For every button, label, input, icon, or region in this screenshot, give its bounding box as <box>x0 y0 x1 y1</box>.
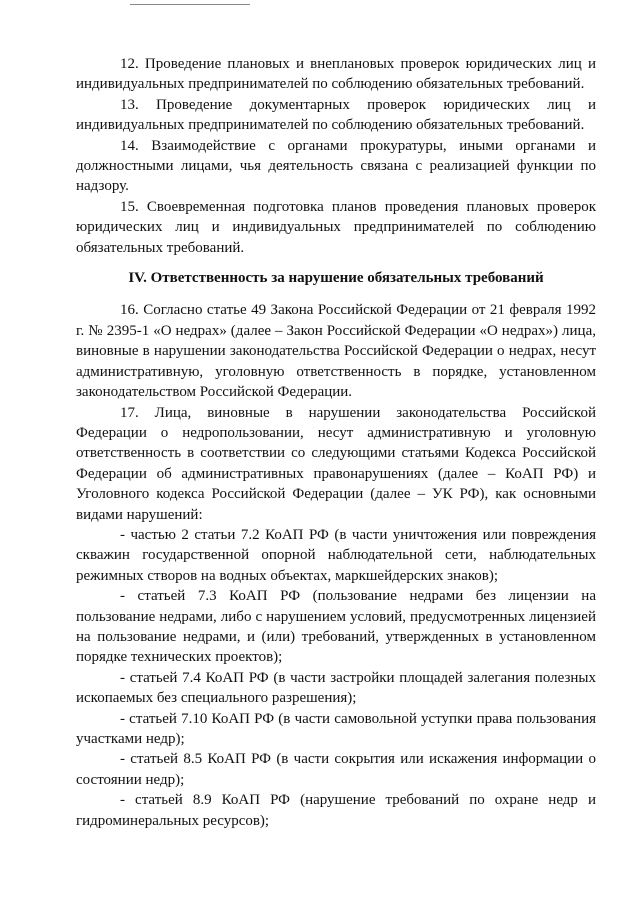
list-item: - статьей 8.5 КоАП РФ (в части сокрытия или искажения информации о состоянии недр); <box>76 751 596 788</box>
paragraph-13: 13. Проведение документарных проверок юридических лиц и индивидуальных предпринимателей по соблюдению обязательных требований. <box>76 96 596 134</box>
paragraph-17: 17. Лица, виновные в нарушении законодательства Российской Федерации о недропользовании, несут административную и уголовную ответственность в соответствии со следующими статьями Кодекса Российской Федерации об административных правонарушениях (далее – КоАП РФ) и Уголовного кодекса Российской Федерации (далее – УК РФ), как основными видами нарушений: <box>76 404 596 523</box>
section-heading: IV. Ответственность за нарушение обязательных требований <box>128 270 544 287</box>
list-item: - статьей 7.3 КоАП РФ (пользование недрами без лицензии на пользование недрами, либо с нарушением условий, предусмотренных лицензией на пользование недрами, и (или) требований, утвержденных в установленном порядке технических проектов); <box>76 588 596 666</box>
list-item: - статьей 8.9 КоАП РФ (нарушение требований по охране недр и гидроминеральных ресурсов); <box>76 792 596 829</box>
list-item: - статьей 7.4 КоАП РФ (в части застройки площадей залегания полезных ископаемых без специального разрешения); <box>76 669 596 707</box>
scan-edge-line <box>130 4 250 5</box>
document-body <box>76 54 596 831</box>
list-item: - частью 2 статьи 7.2 КоАП РФ (в части уничтожения или повреждения скважин государственной опорной наблюдательной сети, наблюдательных режимных створов на водных объектах, маркшейдерских знаков); <box>76 526 596 584</box>
paragraph-15: 15. Своевременная подготовка планов проведения плановых проверок юридических лиц и индивидуальных предпринимателей по соблюдению обязательных требований. <box>76 198 596 256</box>
list-item: - статьей 7.10 КоАП РФ (в части самовольной уступки права пользования участками недр); <box>76 710 596 747</box>
paragraph-14: 14. Взаимодействие с органами прокуратуры, иными органами и должностными лицами, чья деятельность связана с реализацией функции по надзору. <box>76 137 596 195</box>
paragraph-12: 12. Проведение плановых и внеплановых проверок юридических лиц и индивидуальных предпринимателей по соблюдению обязательных требований. <box>76 56 596 93</box>
paragraph-16: 16. Согласно статье 49 Закона Российской Федерации от 21 февраля 1992 г. № 2395-1 «О недрах» (далее – Закон Российской Федерации «О недрах») лица, виновные в нарушении законодательства Российской Федерации о недрах, несут административную, уголовную ответственность в порядке, установленном законодательством Российской Федерации. <box>76 302 596 401</box>
